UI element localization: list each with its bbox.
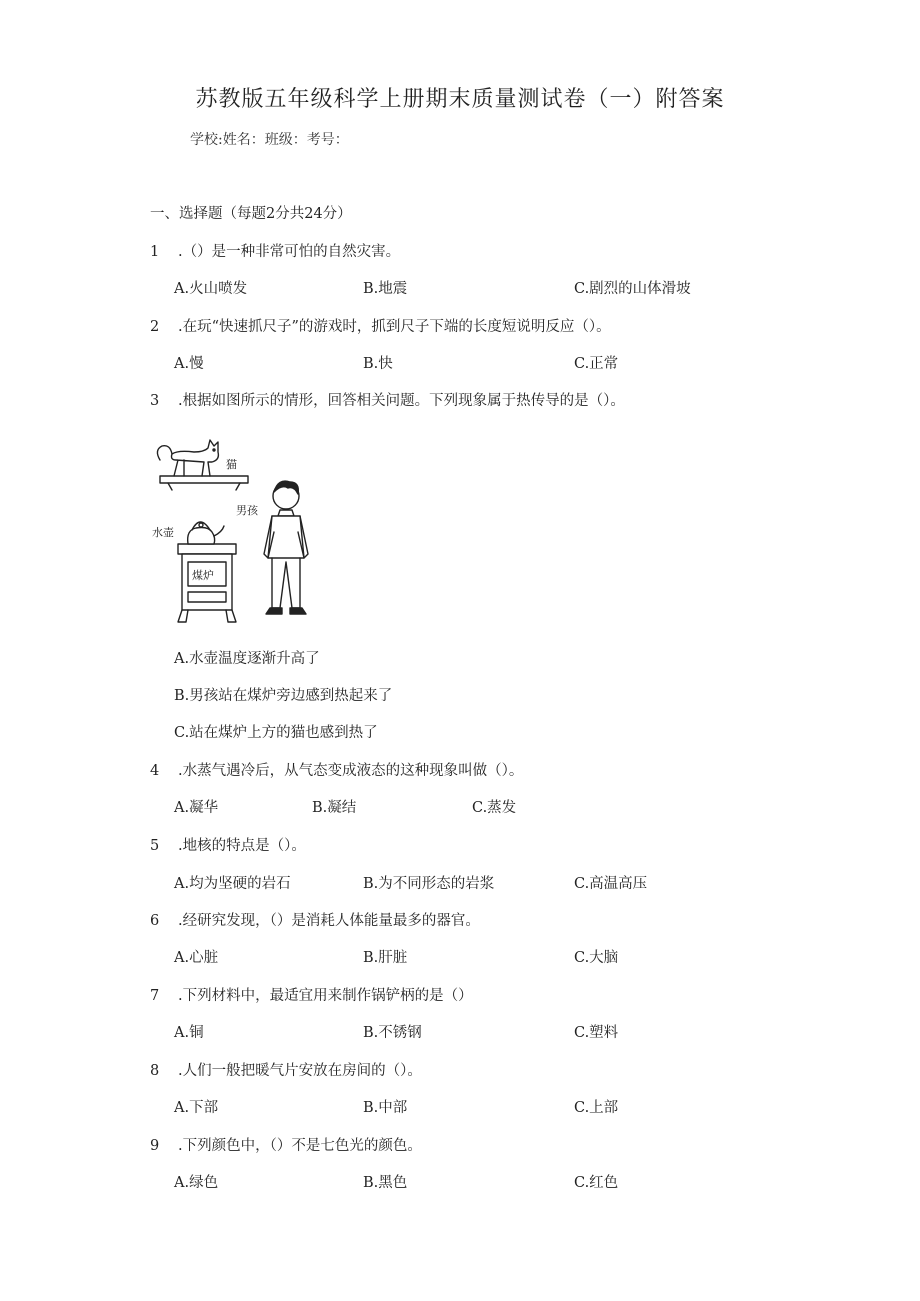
q5-option-b: B.为不同形态的岩浆 [363,876,495,892]
label-boy: 男孩 [236,504,258,517]
q2-option-a: A.慢 [174,356,204,372]
q2-option-b: B.快 [363,356,393,372]
question-text: .人们一般把暖气片安放在房间的（）。 [178,1063,422,1079]
q6-option-b: B.肝脏 [363,950,408,966]
q7-option-c: C.塑料 [574,1025,619,1041]
q8-option-c: C.上部 [574,1100,619,1116]
question-text: .根据如图所示的情形，回答相关问题。下列现象属于热传导的是（）。 [178,393,625,409]
q9-option-a: A.绿色 [174,1175,219,1191]
q1-option-b: B.地震 [363,281,408,297]
q3-option-c: C.站在煤炉上方的猫也感到热了 [174,725,378,741]
question-2 [150,315,611,336]
q4-option-a: A.凝华 [174,800,219,816]
question-3 [150,389,625,410]
student-info-line: 学校:姓名：班级：考号： [190,132,349,148]
section-heading: 一、选择题（每题2分共24分） [150,206,352,222]
q5-option-c: C.高温高压 [574,876,648,892]
question-number: 2 [150,319,160,335]
question-number: 7 [150,988,160,1004]
question-9 [150,1134,422,1155]
q6-option-c: C.大脑 [574,950,619,966]
question-text: .经研究发现，（）是消耗人体能量最多的器官。 [178,913,480,929]
label-cat: 猫 [226,458,237,471]
q6-option-a: A.心脏 [174,950,219,966]
question-4 [150,759,523,780]
question-number: 6 [150,913,160,929]
question-number: 4 [150,763,160,779]
question-7 [150,984,473,1005]
q3-option-b: B.男孩站在煤炉旁边感到热起来了 [174,688,393,704]
question-text: .下列材料中，最适宜用来制作锅铲柄的是（） [178,988,473,1004]
question-8 [150,1059,422,1080]
question-number: 8 [150,1063,160,1079]
q1-option-c: C.剧烈的山体滑坡 [574,281,691,297]
q7-option-b: B.不锈钢 [363,1025,422,1041]
question-text: .在玩“快速抓尺子”的游戏时，抓到尺子下端的长度短说明反应（）。 [178,319,611,335]
page-title: 苏教版五年级科学上册期末质量测试卷（一）附答案 [195,87,725,112]
q4-option-c: C.蒸发 [472,800,517,816]
q4-option-b: B.凝结 [312,800,357,816]
q9-option-c: C.红色 [574,1175,619,1191]
q2-option-c: C.正常 [574,356,619,372]
q3-option-a: A.水壶温度逐渐升高了 [174,651,320,667]
question-text: .水蒸气遇冷后，从气态变成液态的这种现象叫做（）。 [178,763,524,779]
question-text: .下列颜色中，（）不是七色光的颜色。 [178,1138,422,1154]
q8-option-b: B.中部 [363,1100,408,1116]
question-5 [150,834,306,855]
question-text: .地核的特点是（）。 [178,838,306,854]
label-kettle: 水壶 [152,526,174,539]
q8-option-a: A.下部 [174,1100,219,1116]
question-number: 1 [150,244,160,260]
question-1 [150,240,400,261]
question-text: .（）是一种非常可怕的自然灾害。 [178,244,401,260]
q9-option-b: B.黑色 [363,1175,408,1191]
q7-option-a: A.铜 [174,1025,204,1041]
q1-option-a: A.火山喷发 [174,281,248,297]
question-number: 9 [150,1138,160,1154]
question-number: 3 [150,393,160,409]
label-stove: 煤炉 [192,569,214,582]
question-number: 5 [150,838,160,854]
question-6 [150,909,480,930]
q5-option-a: A.均为坚硬的岩石 [174,876,291,892]
heat-transfer-figure [148,432,328,630]
